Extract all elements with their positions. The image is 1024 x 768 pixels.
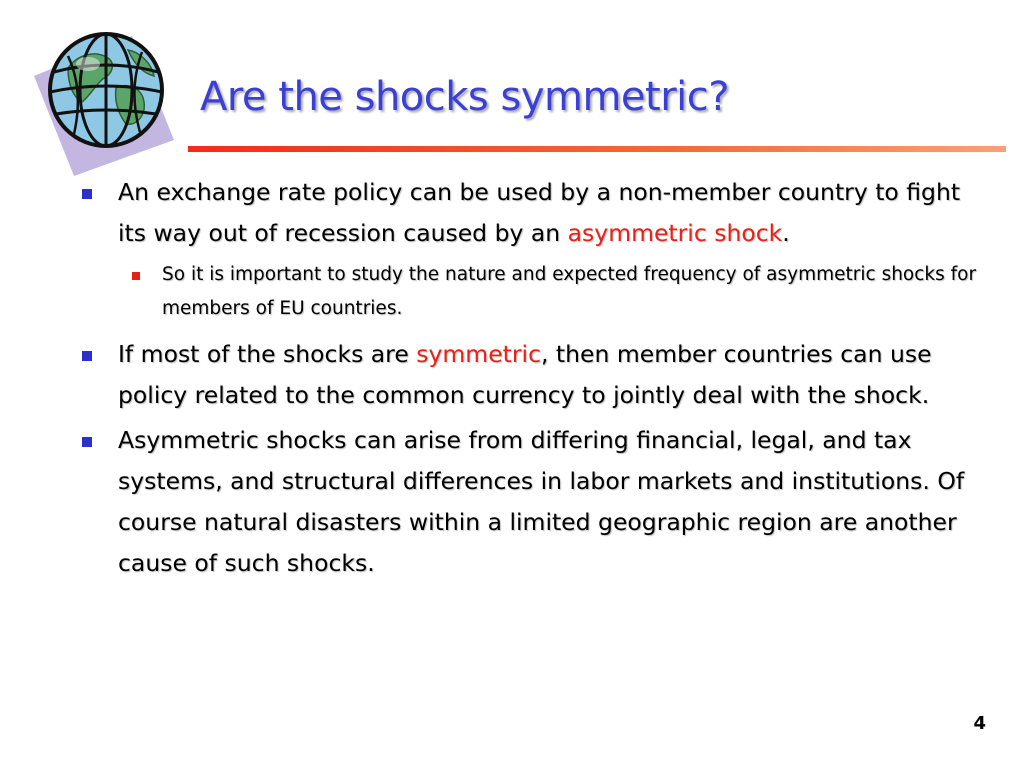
bullet-item xyxy=(80,172,985,254)
bullet-item xyxy=(80,420,985,584)
square-bullet-icon xyxy=(82,351,92,361)
bullet-text-end: . xyxy=(782,219,790,247)
square-bullet-icon xyxy=(82,437,92,447)
bullet-item xyxy=(80,334,985,416)
square-bullet-icon xyxy=(82,189,92,199)
sub-bullet-text: So it is important to study the nature and expected frequency of asymmetric shocks for members of EU countries. xyxy=(162,264,977,319)
highlighted-term: symmetric xyxy=(416,340,541,368)
bullet-text: Asymmetric shocks can arise from differing financial, legal, and tax systems, and structural differences in labor markets and institutions. Of course natural disasters within a limited geographic region are another cause of such shocks. xyxy=(118,426,965,577)
globe-icon xyxy=(24,28,184,178)
square-bullet-icon xyxy=(132,272,140,280)
highlighted-term: asymmetric shock xyxy=(567,219,783,247)
title-underline xyxy=(188,146,1006,152)
sub-bullet-item xyxy=(80,258,985,326)
bullet-text: An exchange rate policy can be used by a non-member country to fight its way out of recession caused by an xyxy=(118,178,961,247)
bullet-list xyxy=(80,172,985,588)
bullet-text-end: , then member countries can use policy related to the common currency to jointly deal with the shock. xyxy=(118,340,932,409)
page-number: 4 xyxy=(973,713,986,734)
bullet-text: If most of the shocks are xyxy=(118,340,417,368)
slide-title: Are the shocks symmetric? xyxy=(200,74,730,120)
